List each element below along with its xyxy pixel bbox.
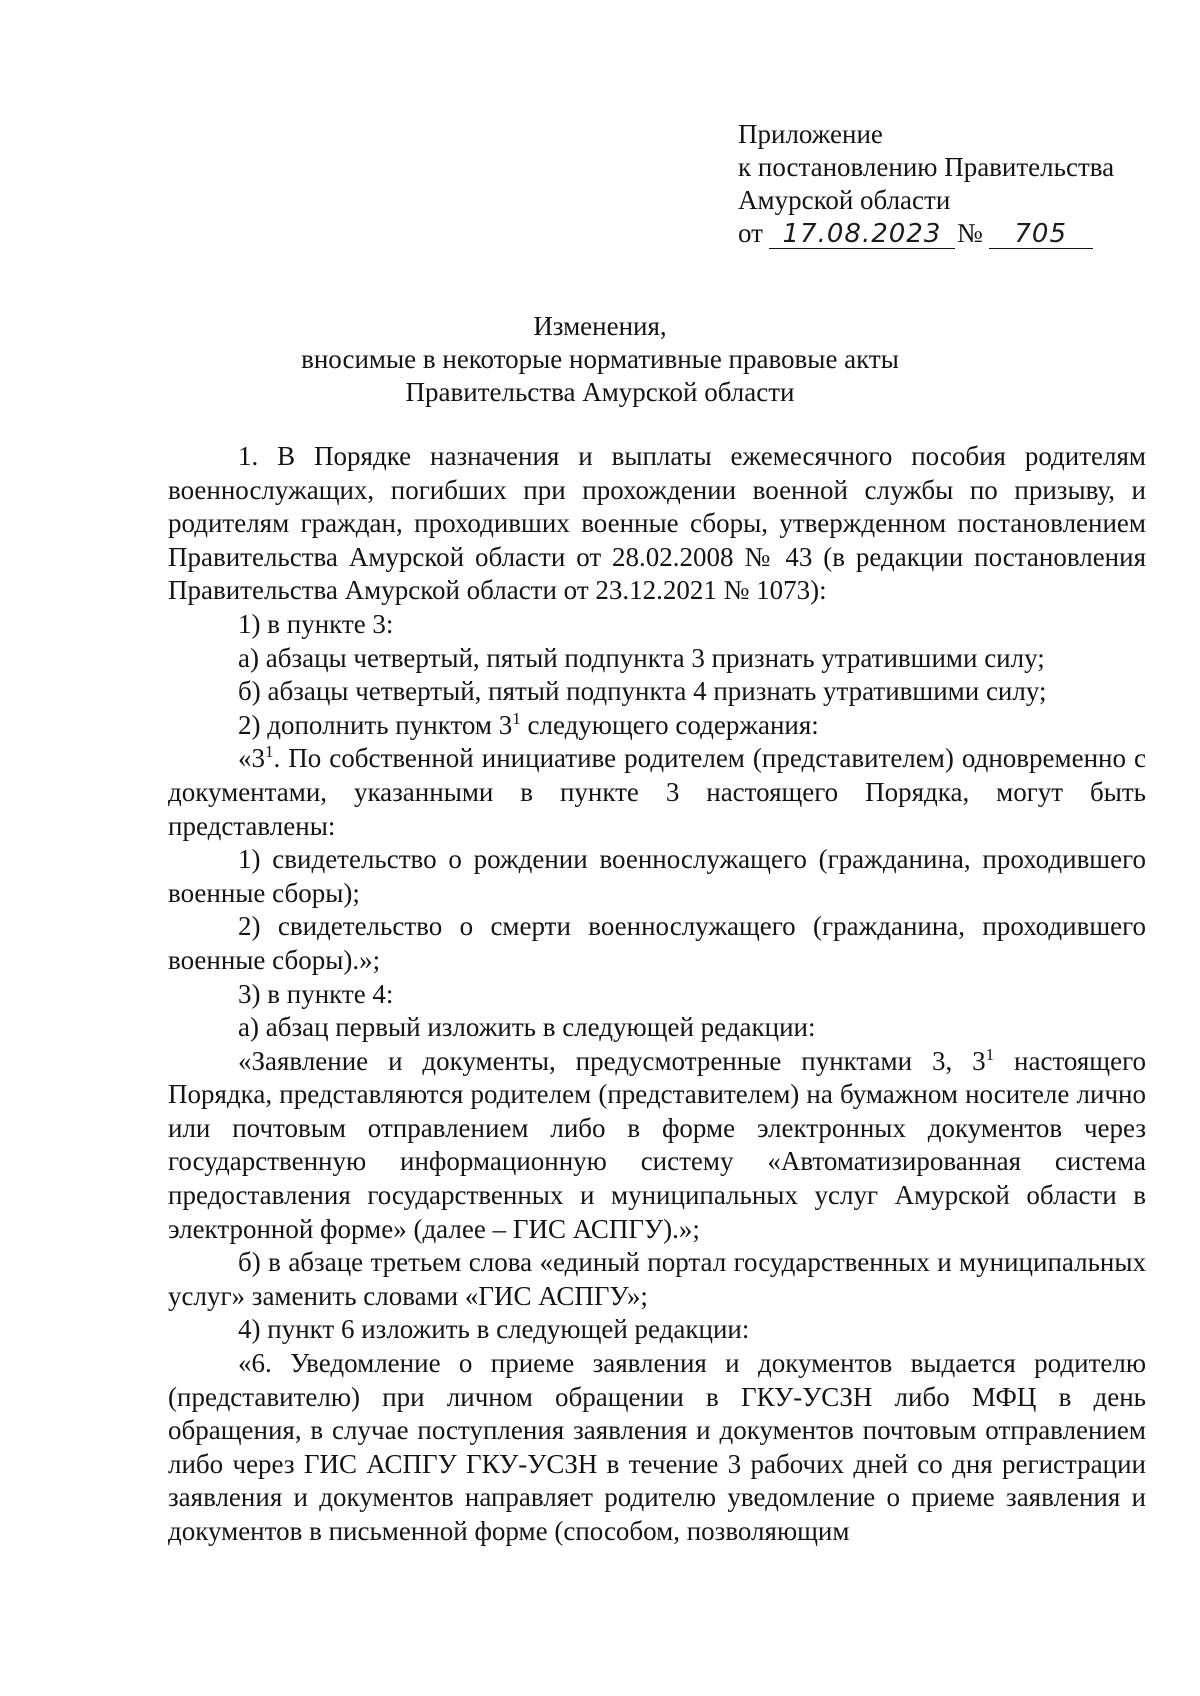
- document-body: [168, 440, 1146, 1549]
- superscript: 1: [985, 1044, 995, 1064]
- paragraph-14: «6. Уведомление о приеме заявления и документов выдается родителю (представителю) при личном обращении в ГКУ-УСЗН либо МФЦ в день обращения, в случае поступления заявления и документов почтовым отправлением либо через ГИС АСПГУ ГКУ-УСЗН в течение 3 рабочих дней со дня регистрации заявления и документов направляет родителю уведомление о приеме заявления и документов в письменной форме (способом, позволяющим: [168, 1348, 1146, 1546]
- paragraph-6-text-b: . По собственной инициативе родителем (представителем) одновременно с документами, указанными в пункте 3 настоящего Порядка, могут быть представлены:: [168, 743, 1146, 841]
- handwritten-date: 17.08.2023: [769, 220, 955, 249]
- paragraph-11: [168, 1045, 1146, 1247]
- paragraph-7: 1) свидетельство о рождении военнослужащего (гражданина, проходившего военные сборы);: [168, 844, 1146, 908]
- document-title: [0, 310, 1200, 409]
- paragraph-10: а) абзац первый изложить в следующей редакции:: [238, 1012, 816, 1043]
- paragraph-3: а) абзацы четвертый, пятый подпункта 3 признать утратившими силу;: [238, 642, 1045, 673]
- appendix-date-line: [738, 217, 1114, 250]
- title-line-2: вносимые в некоторые нормативные правовые акты: [301, 344, 899, 374]
- date-prefix: от: [738, 218, 763, 248]
- paragraph-5-text-a: 2) дополнить пунктом 3: [238, 709, 513, 740]
- title-line-3: Правительства Амурской области: [405, 377, 795, 407]
- paragraph-8: 2) свидетельство о смерти военнослужащего (гражданина, проходившего военные сборы).»;: [168, 911, 1146, 975]
- number-sign: №: [956, 218, 983, 248]
- appendix-line-1: Приложение: [738, 119, 883, 149]
- superscript: 1: [265, 742, 274, 762]
- paragraph-1: 1. В Порядке назначения и выплаты ежемесячного пособия родителям военнослужащих, погибших при прохождении военной службы по призыву, и родителям граждан, проходивших военные сборы, утвержденном постановлением Правительства Амурской области от 28.02.2008 № 43 (в редакции постановления Правительства Амурской области от 23.12.2021 № 1073):: [168, 441, 1146, 606]
- appendix-line-2: к постановлению Правительства: [738, 152, 1115, 182]
- paragraph-9: 3) в пункте 4:: [238, 978, 394, 1009]
- paragraph-6: [168, 742, 1146, 843]
- paragraph-4: б) абзацы четвертый, пятый подпункта 4 признать утратившими силу;: [238, 676, 1047, 707]
- appendix-block: [738, 118, 1114, 250]
- superscript: 1: [512, 708, 521, 728]
- title-line-1: Изменения,: [533, 311, 667, 341]
- paragraph-12: б) в абзаце третьем слова «единый портал государственных и муниципальных услуг» заменить словами «ГИС АСПГУ»;: [168, 1247, 1146, 1311]
- paragraph-11-text-b: настоящего Порядка, представляются родителем (представителем) на бумажном носителе лично или почтовым отправлением либо в форме электронных документов через государственную информационную систему «Автоматизированная система предоставления государственных и муниципальных услуг Амурской области в электронной форме» (далее – ГИС АСПГУ).»;: [168, 1045, 1146, 1244]
- paragraph-5: [168, 709, 1146, 743]
- paragraph-6-text-a: «3: [238, 743, 265, 774]
- handwritten-number: 705: [989, 220, 1093, 249]
- paragraph-2: 1) в пункте 3:: [238, 608, 394, 639]
- paragraph-11-text-a: «Заявление и документы, предусмотренные пунктами 3, 3: [238, 1045, 986, 1076]
- paragraph-13: 4) пункт 6 изложить в следующей редакции:: [238, 1314, 750, 1345]
- appendix-line-3: Амурской области: [738, 185, 951, 215]
- paragraph-5-text-b: следующего содержания:: [520, 709, 819, 740]
